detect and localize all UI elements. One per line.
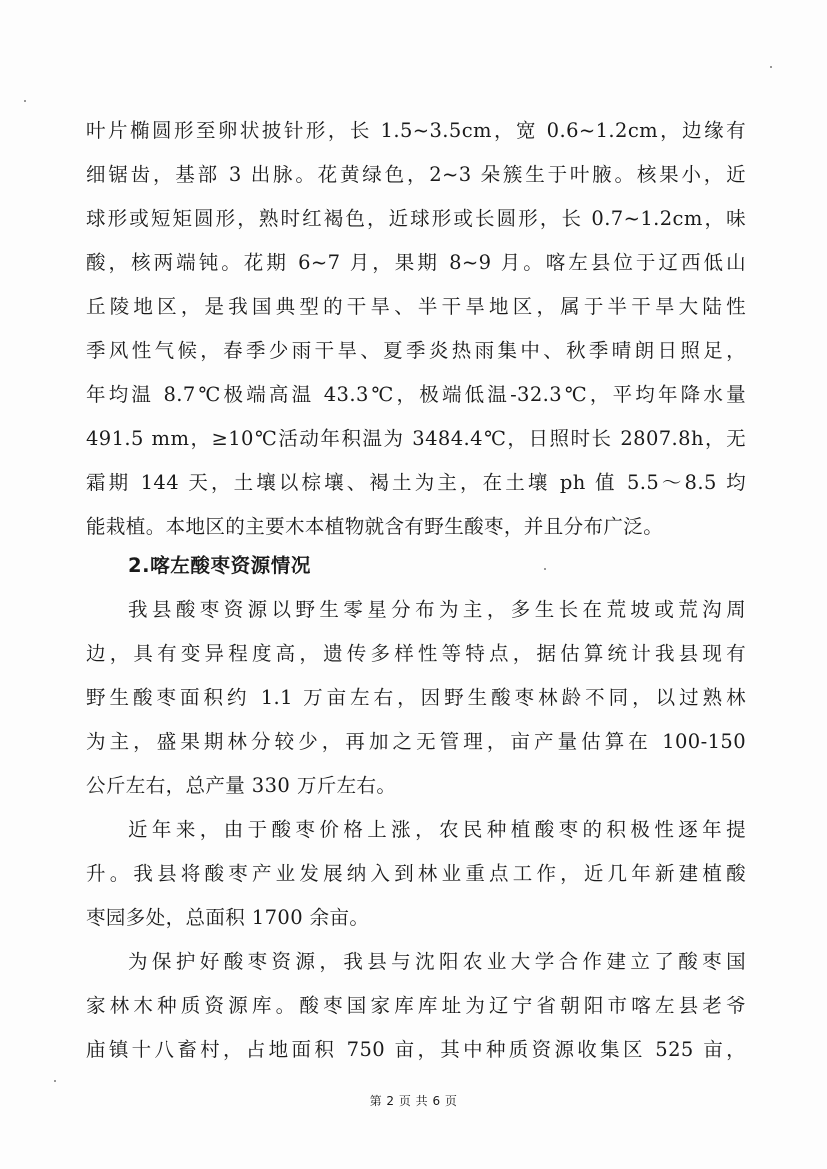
scan-speck: [54, 1080, 56, 1082]
section-heading: 2.喀左酸枣资源情况: [128, 554, 311, 577]
scan-speck: [544, 568, 546, 570]
paragraph-2-line-4: 为主，盛果期林分较少，再加之无管理，亩产量估算在 100-150: [86, 730, 746, 753]
paragraph-1-line-5: 丘陵地区，是我国典型的干旱、半干旱地区，属于半干旱大陆性: [86, 295, 746, 318]
paragraph-1-line-3: 球形或短矩圆形，熟时红褐色，近球形或长圆形，长 0.7~1.2cm，味: [86, 207, 746, 230]
paragraph-2-line-1: 我县酸枣资源以野生零星分布为主，多生长在荒坡或荒沟周: [128, 598, 746, 621]
paragraph-1-line-7: 年均温 8.7℃极端高温 43.3℃，极端低温-32.3℃，平均年降水量: [86, 383, 746, 406]
paragraph-3-line-1: 近年来，由于酸枣价格上涨，农民种植酸枣的积极性逐年提: [128, 818, 746, 841]
paragraph-2-line-3: 野生酸枣面积约 1.1 万亩左右，因野生酸枣林龄不同，以过熟林: [86, 686, 746, 709]
paragraph-1-line-2: 细锯齿，基部 3 出脉。花黄绿色，2~3 朵簇生于叶腋。核果小，近: [86, 163, 746, 186]
paragraph-1-line-10: 能栽植。本地区的主要木本植物就含有野生酸枣，并且分布广泛。: [86, 515, 664, 538]
paragraph-1-line-6: 季风性气候，春季少雨干旱、夏季炎热雨集中、秋季晴朗日照足，: [86, 339, 746, 362]
paragraph-2-line-2: 边，具有变异程度高，遗传多样性等特点，据估算统计我县现有: [86, 642, 746, 665]
scan-speck: [770, 66, 772, 68]
paragraph-1-line-8: 491.5 mm，≥10℃活动年积温为 3484.4℃，日照时长 2807.8h，无: [86, 427, 746, 450]
paragraph-1-line-1: 叶片椭圆形至卵状披针形，长 1.5~3.5cm，宽 0.6~1.2cm，边缘有: [86, 119, 746, 142]
paragraph-3-line-3: 枣园多处，总面积 1700 余亩。: [86, 906, 370, 929]
paragraph-1-line-9: 霜期 144 天，土壤以棕壤、褐土为主，在土壤 ph 值 5.5～8.5 均: [86, 471, 746, 494]
scan-speck: [24, 100, 26, 102]
paragraph-3-line-2: 升。我县将酸枣产业发展纳入到林业重点工作，近几年新建植酸: [86, 862, 746, 885]
paragraph-4-line-3: 庙镇十八畜村，占地面积 750 亩，其中种质资源收集区 525 亩，: [86, 1038, 746, 1061]
paragraph-4-line-1: 为保护好酸枣资源，我县与沈阳农业大学合作建立了酸枣国: [128, 950, 746, 973]
paragraph-1-line-4: 酸，核两端钝。花期 6~7 月，果期 8~9 月。喀左县位于辽西低山: [86, 251, 746, 274]
page-footer: 第 2 页 共 6 页: [369, 1094, 458, 1108]
paragraph-4-line-2: 家林木种质资源库。酸枣国家库库址为辽宁省朝阳市喀左县老爷: [86, 994, 746, 1017]
paragraph-2-line-5: 公斤左右，总产量 330 万斤左右。: [86, 774, 397, 797]
